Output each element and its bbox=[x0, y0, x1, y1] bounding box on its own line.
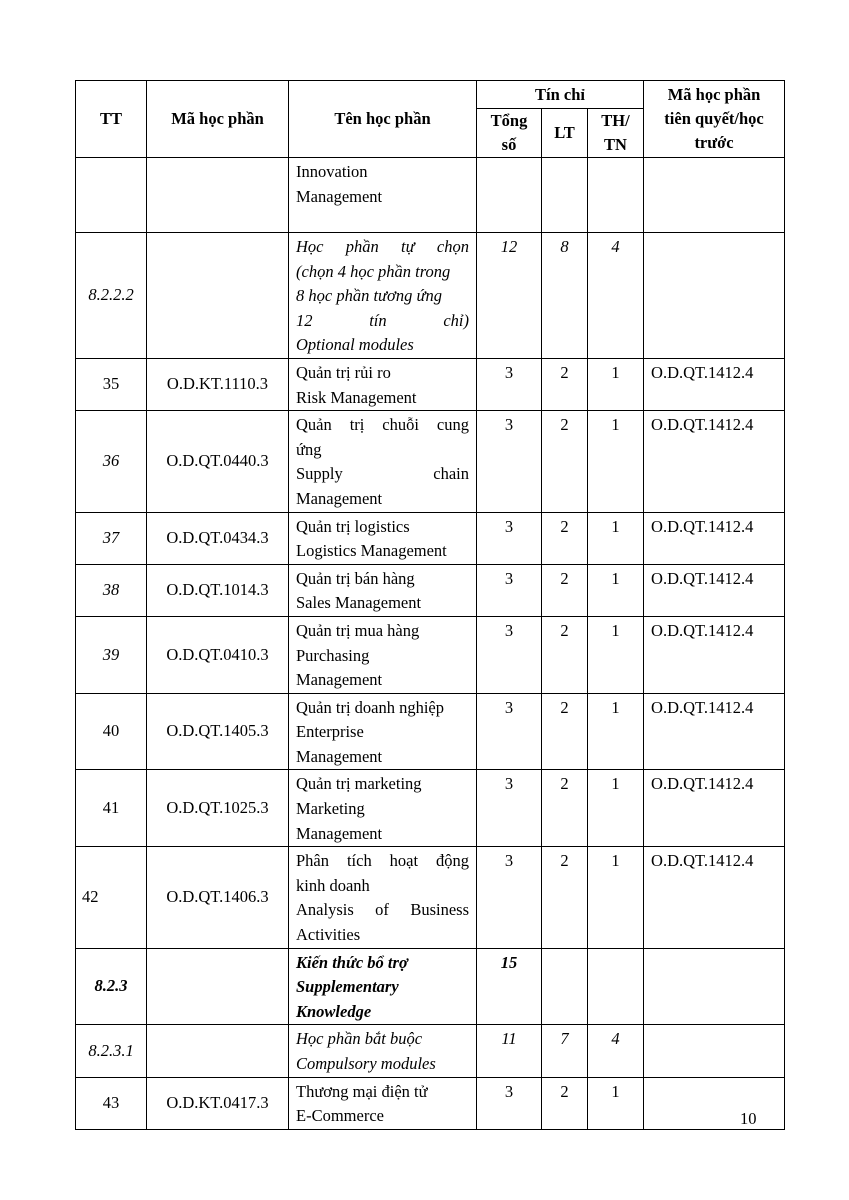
table-row bbox=[76, 847, 785, 948]
lt-cell: 2 bbox=[542, 770, 588, 847]
name-cell: Học phần bắt buộc Compulsory modules bbox=[289, 1025, 477, 1077]
table-row bbox=[76, 512, 785, 564]
lt-cell bbox=[542, 158, 588, 233]
name-cell: Kiến thức bổ trợ Supplementary Knowledge bbox=[289, 948, 477, 1025]
tt-cell: 39 bbox=[76, 616, 147, 693]
th-cell: 4 bbox=[588, 1025, 644, 1077]
code-cell bbox=[147, 158, 289, 233]
code-cell: O.D.QT.1405.3 bbox=[147, 693, 289, 770]
total-cell: 15 bbox=[477, 948, 542, 1025]
table-row bbox=[76, 158, 785, 233]
total-cell: 3 bbox=[477, 411, 542, 512]
table-row bbox=[76, 358, 785, 410]
curriculum-table bbox=[75, 80, 785, 1130]
th-cell: 1 bbox=[588, 1077, 644, 1129]
lt-cell: 2 bbox=[542, 411, 588, 512]
header-row bbox=[76, 81, 785, 109]
header-thtn: TH/ TN bbox=[588, 109, 644, 158]
section-row bbox=[76, 948, 785, 1025]
page-number: 10 bbox=[740, 1109, 757, 1128]
header-name: Tên học phần bbox=[289, 81, 477, 158]
prereq-cell: O.D.QT.1412.4 bbox=[644, 358, 785, 410]
code-cell: O.D.QT.0440.3 bbox=[147, 411, 289, 512]
name-cell: Innovation Management bbox=[289, 158, 477, 233]
total-cell: 3 bbox=[477, 1077, 542, 1129]
th-cell: 1 bbox=[588, 616, 644, 693]
prereq-cell bbox=[644, 1077, 785, 1129]
name-cell: Thương mại điện tử E-Commerce bbox=[289, 1077, 477, 1129]
th-cell: 1 bbox=[588, 693, 644, 770]
lt-cell: 2 bbox=[542, 564, 588, 616]
lt-cell: 2 bbox=[542, 1077, 588, 1129]
table-row bbox=[76, 564, 785, 616]
prereq-cell: O.D.QT.1412.4 bbox=[644, 616, 785, 693]
th-cell: 4 bbox=[588, 233, 644, 359]
tt-cell: 35 bbox=[76, 358, 147, 410]
prereq-cell bbox=[644, 948, 785, 1025]
total-cell: 3 bbox=[477, 693, 542, 770]
name-cell: Quản trị doanh nghiệp Enterprise Management bbox=[289, 693, 477, 770]
lt-cell: 2 bbox=[542, 512, 588, 564]
lt-cell: 2 bbox=[542, 693, 588, 770]
tt-cell: 36 bbox=[76, 411, 147, 512]
tt-cell: 38 bbox=[76, 564, 147, 616]
name-cell: Quản trị logistics Logistics Management bbox=[289, 512, 477, 564]
prereq-cell: O.D.QT.1412.4 bbox=[644, 770, 785, 847]
prereq-cell: O.D.QT.1412.4 bbox=[644, 512, 785, 564]
tt-cell bbox=[76, 158, 147, 233]
total-cell: 3 bbox=[477, 512, 542, 564]
prereq-cell bbox=[644, 158, 785, 233]
tt-cell: 40 bbox=[76, 693, 147, 770]
total-cell: 3 bbox=[477, 770, 542, 847]
header-tt: TT bbox=[76, 81, 147, 158]
code-cell: O.D.KT.1110.3 bbox=[147, 358, 289, 410]
header-lt: LT bbox=[542, 109, 588, 158]
code-cell: O.D.QT.1014.3 bbox=[147, 564, 289, 616]
table-row bbox=[76, 770, 785, 847]
code-cell bbox=[147, 233, 289, 359]
total-cell: 12 bbox=[477, 233, 542, 359]
th-cell: 1 bbox=[588, 512, 644, 564]
code-cell: O.D.QT.1025.3 bbox=[147, 770, 289, 847]
header-code: Mã học phần bbox=[147, 81, 289, 158]
total-cell bbox=[477, 158, 542, 233]
name-cell: Quản trị chuỗi cung ứng Supply chain Management bbox=[289, 411, 477, 512]
table-row bbox=[76, 616, 785, 693]
prereq-cell: O.D.QT.1412.4 bbox=[644, 411, 785, 512]
table-row bbox=[76, 1077, 785, 1129]
section-row bbox=[76, 1025, 785, 1077]
name-cell: Quản trị marketing Marketing Management bbox=[289, 770, 477, 847]
prereq-cell: O.D.QT.1412.4 bbox=[644, 564, 785, 616]
name-cell: Quản trị bán hàng Sales Management bbox=[289, 564, 477, 616]
tt-cell: 42 bbox=[76, 847, 147, 948]
th-cell: 1 bbox=[588, 411, 644, 512]
th-cell: 1 bbox=[588, 564, 644, 616]
th-cell: 1 bbox=[588, 847, 644, 948]
code-cell: O.D.KT.0417.3 bbox=[147, 1077, 289, 1129]
total-cell: 3 bbox=[477, 358, 542, 410]
th-cell bbox=[588, 158, 644, 233]
prereq-cell: O.D.QT.1412.4 bbox=[644, 693, 785, 770]
lt-cell: 2 bbox=[542, 358, 588, 410]
lt-cell: 7 bbox=[542, 1025, 588, 1077]
lt-cell: 2 bbox=[542, 616, 588, 693]
th-cell bbox=[588, 948, 644, 1025]
prereq-cell bbox=[644, 233, 785, 359]
tt-cell: 8.2.3.1 bbox=[76, 1025, 147, 1077]
prereq-cell: O.D.QT.1412.4 bbox=[644, 847, 785, 948]
tt-cell: 43 bbox=[76, 1077, 147, 1129]
name-cell: Quản trị mua hàng Purchasing Management bbox=[289, 616, 477, 693]
lt-cell: 8 bbox=[542, 233, 588, 359]
name-cell: Học phần tự chọn (chọn 4 học phần trong 8 học phần tương ứng 12 tín chỉ) Optional modules bbox=[289, 233, 477, 359]
th-cell: 1 bbox=[588, 358, 644, 410]
prereq-cell bbox=[644, 1025, 785, 1077]
table-row bbox=[76, 411, 785, 512]
tt-cell: 37 bbox=[76, 512, 147, 564]
header-credits: Tín chỉ bbox=[477, 81, 644, 109]
tt-cell: 8.2.2.2 bbox=[76, 233, 147, 359]
table-row bbox=[76, 693, 785, 770]
code-cell: O.D.QT.1406.3 bbox=[147, 847, 289, 948]
code-cell bbox=[147, 948, 289, 1025]
header-prereq: Mã học phần tiên quyết/học trước bbox=[644, 81, 785, 158]
name-cell: Quản trị rủi ro Risk Management bbox=[289, 358, 477, 410]
total-cell: 3 bbox=[477, 847, 542, 948]
section-row bbox=[76, 233, 785, 359]
lt-cell bbox=[542, 948, 588, 1025]
header-total: Tổng số bbox=[477, 109, 542, 158]
th-cell: 1 bbox=[588, 770, 644, 847]
code-cell: O.D.QT.0410.3 bbox=[147, 616, 289, 693]
total-cell: 3 bbox=[477, 616, 542, 693]
code-cell bbox=[147, 1025, 289, 1077]
total-cell: 3 bbox=[477, 564, 542, 616]
name-cell: Phân tích hoạt động kinh doanh Analysis of Business Activities bbox=[289, 847, 477, 948]
code-cell: O.D.QT.0434.3 bbox=[147, 512, 289, 564]
tt-cell: 8.2.3 bbox=[76, 948, 147, 1025]
total-cell: 11 bbox=[477, 1025, 542, 1077]
tt-cell: 41 bbox=[76, 770, 147, 847]
lt-cell: 2 bbox=[542, 847, 588, 948]
